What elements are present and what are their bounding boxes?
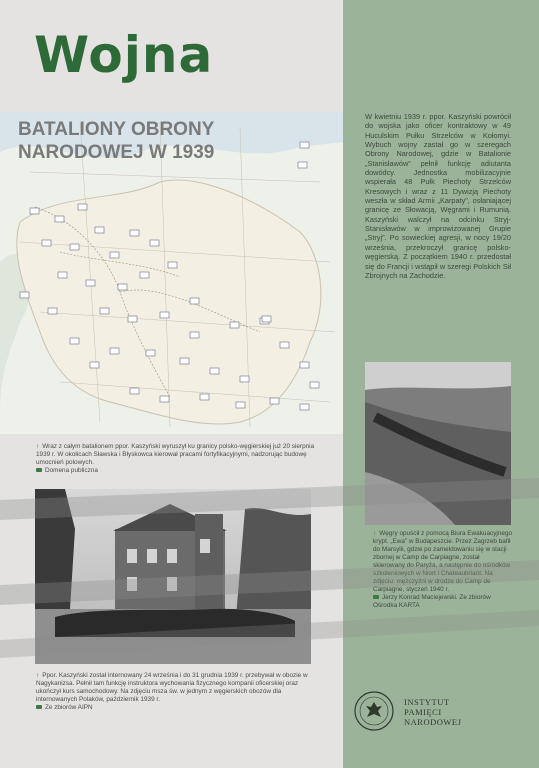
arrow-up-icon: ↑ bbox=[373, 530, 377, 537]
photo-march-to-carpiagne bbox=[365, 362, 511, 525]
photo2-caption-text: Węgry opuścił z pomocą Biura Ewakuacyjnego krypt. „Ewa” w Budapeszcie. Przez Zagrzeb bafił do Marsylii, gdzie po zameldowaniu się w stacji zbornej w Camp de Carpiagne, został skierowany do Paryża, a następnie do ośrodków szkoleniowych w Niort i Chateaubriant. Na zdjęciu: mężczyźni w drodze do Camp de Carpiagne, styczeń 1940 r. bbox=[373, 530, 513, 593]
photo1-caption-credit-line bbox=[36, 704, 311, 712]
map-caption-credit-line bbox=[36, 467, 316, 475]
page-title: Wojna bbox=[34, 26, 214, 84]
section-subtitle bbox=[18, 118, 214, 164]
camera-icon bbox=[36, 705, 42, 709]
photo2-caption-credit: Jerzy Konrad Maciejewski. Ze zbiorów Ośrodka KARTA bbox=[373, 594, 491, 609]
photo2-caption-credit-line bbox=[373, 594, 513, 610]
photo1-caption-text: Ppor. Kaszyński został internowany 24 września i do 31 grudnia 1939 r. przebywał w obozie w Nagykanizsa. Pełnił tam funkcję instruktora wychowania fizycznego kompanii oficerskiej oraz ukończył kurs samochodowy. Na zdjęciu msza św. w jednym z węgierskich obozów dla internowanych Polaków, październik 1939 r. bbox=[36, 672, 308, 703]
body-text: W kwietniu 1939 r. ppor. Kaszyński powrócił do wojska jako oficer kontraktowy w 49 Huculskim Pułku Strzelców w Kołomyi. Wybuch wojny zastał go w szeregach Obrony Narodowej, gdzie w Batalionie „Stanisławów” pełnił funkcję adiutanta dowódcy. Jednostka mobilizacyjnie wspierała 48 Pułk Piechoty Strzelców Kresowych i wraz z 11 Dywizją Piechoty weszła w skład Armii „Karpaty”, osłaniającej granicę ze Słowacją, Węgrami i Rumunią. Kaszyński walczył na odcinku Stryj-Stanisławów w improwizowanej Grupie „Stryj”. Po sowieckiej agresji, w nocy 19/20 września, przekroczył granicę polsko-węgierską. Z początkiem 1940 r. przedostał się do Francji i wstąpił w szeregi Polskich Sił Zbrojnych na Zachodzie. bbox=[365, 112, 511, 280]
ipn-eagle-seal bbox=[353, 690, 395, 732]
photo1-caption-credit: Ze zbiorów AIPN bbox=[45, 704, 93, 711]
subtitle-line-2: NARODOWEJ W 1939 bbox=[18, 142, 215, 163]
map-caption bbox=[36, 443, 316, 475]
camera-icon bbox=[36, 468, 42, 472]
ipn-logo bbox=[353, 690, 513, 740]
photo-internment-camp-mass bbox=[35, 489, 311, 664]
camera-icon bbox=[373, 595, 379, 599]
logo-line-1: INSTYTUT bbox=[404, 697, 450, 707]
ipn-logo-text bbox=[404, 697, 461, 727]
logo-line-3: NARODOWEJ bbox=[404, 717, 462, 727]
subtitle-line-1: BATALIONY OBRONY bbox=[18, 119, 215, 140]
photo2-caption bbox=[373, 530, 513, 610]
arrow-up-icon: ↑ bbox=[36, 672, 40, 679]
arrow-up-icon: ↑ bbox=[36, 443, 40, 450]
photo1-caption bbox=[36, 672, 311, 712]
logo-line-2: PAMIĘCI bbox=[404, 707, 442, 717]
map-caption-text: Wraz z całym batalionem ppor. Kaszyński wyruszył ku granicy polsko-węgierskiej już 20 sierpnia 1939 r. W okolicach Sławska i Błyskowca kierował pracami fortyfikacyjnymi, nadzorując budowę umocnień polowych. bbox=[36, 443, 315, 466]
map-caption-credit: Domena publiczna bbox=[45, 467, 98, 474]
